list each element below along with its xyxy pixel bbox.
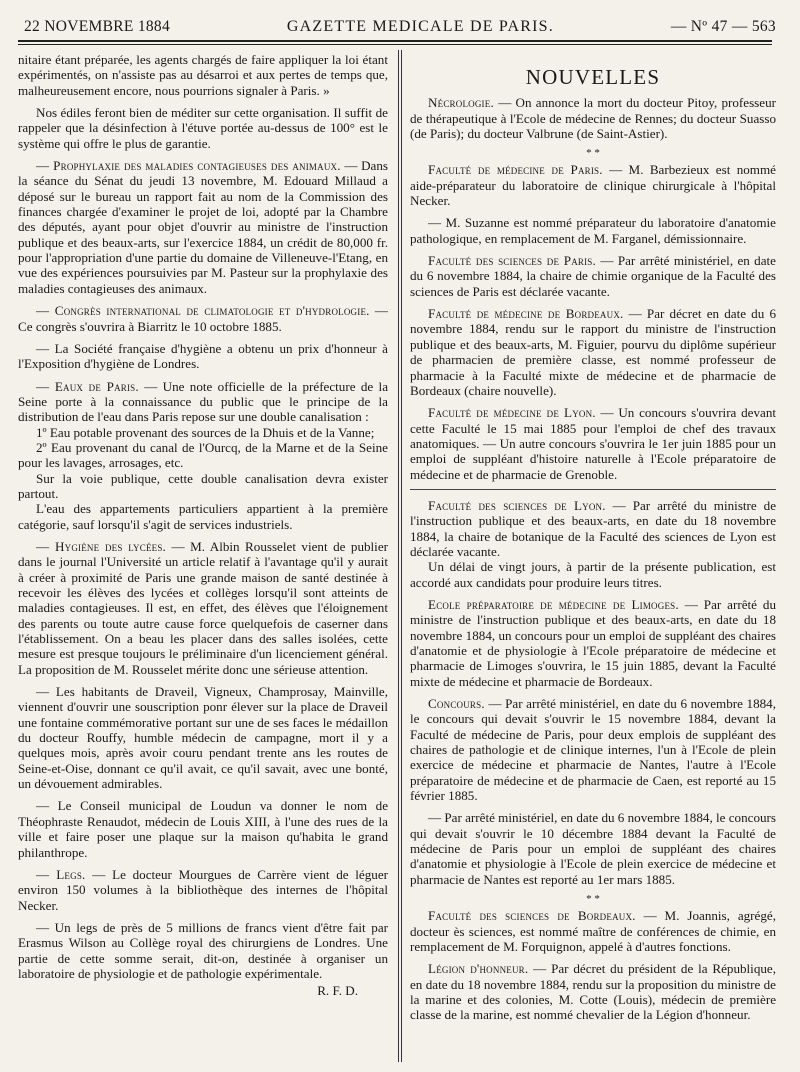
news-item: — La Société française d'hygiène a obtenu un prix d'honneur à l'Exposition d'hygiène de Londres. xyxy=(18,340,388,372)
news-item xyxy=(410,597,776,689)
asterism: * * xyxy=(586,147,600,160)
header-issue-page: — Nº 47 — 563 xyxy=(670,18,776,35)
header-journal-title: GAZETTE MEDICALE DE PARIS. xyxy=(286,18,554,35)
item-heading: Légion d'honneur. xyxy=(428,961,529,977)
section-title: NOUVELLES xyxy=(525,65,661,89)
paragraph: nitaire étant préparée, les agents chargés de faire appliquer la loi étant expérimentés, on n'assiste pas au désarroi et aux pertes de temps que, malheureusement encore, nous pourrions signaler à Paris. » xyxy=(18,52,388,98)
item-heading: Faculté de médecine de Bordeaux. xyxy=(428,306,624,322)
news-item xyxy=(410,95,776,141)
right-column xyxy=(410,52,776,1030)
item-heading: Faculté de médecine de Lyon. xyxy=(428,405,596,421)
item-text: — Par décret du président de la République, en date du 18 novembre 1884, rendu sur la proposition du ministre de la marine et des colonies, M. Cotte (Louis), médecin de première classe de la marine, est nommé chevalier de la Légion d'honneur. xyxy=(410,961,776,1023)
news-item xyxy=(18,539,388,677)
news-item: — Les habitants de Draveil, Vigneux, Champrosay, Mainville, viennent d'ouvrir une souscription ponr élever sur la place de Draveil une fontaine commémorative portant sur une de ses faces le médaillon du docteur Rouffy, humble médecin de campagne, mort il y a quelques mois, après avoir couru pendant trente ans les routes de Seine-et-Oise, donnant ce qu'il avait, ce qu'il savait, avec une bonté, un dévouement admirables. xyxy=(18,684,388,792)
item-heading: — Prophylaxie des maladies contagieuses des animaux. xyxy=(36,158,341,174)
page-header xyxy=(24,10,776,36)
item-heading: — Eaux de Paris. xyxy=(36,378,139,394)
item-heading: Faculté des sciences de Lyon. xyxy=(428,497,606,513)
paragraph: Nos édiles feront bien de méditer sur cette organisation. Il suffit de rappeler que la désinfection à l'étuve portée au-dessus de 100° est le système qui offre le plus de garantie. xyxy=(18,105,388,151)
item-text: — M. Albin Rousselet vient de publier dans le journal l'Université un article relatif à l'avantage qu'il y aurait à créer à proximité de Paris une grande maison de santé destinée à recevoir les élèves des lycées et collèges lorsqu'il sont atteints de maladies contagieuses. Il est, en effet, des élèves que l'éloignement des parents ou toute autre cause force quelquefois de caserner dans l'établissement. On a beau les placer dans des salles isolées, cette mesure est presque toujours le préliminaire d'un licenciement général. La proposition de M. Rousselet mérite donc une sérieuse attention. xyxy=(18,538,388,677)
item-heading: — Congrès international de climatologie et d'hydrologie. xyxy=(36,303,370,319)
news-item xyxy=(18,379,388,425)
item-heading: Ecole préparatoire de médecine de Limoges. xyxy=(428,596,679,612)
item-text: — Ce congrès s'ouvrira à Biarritz le 10 octobre 1885. xyxy=(18,303,388,334)
news-item xyxy=(410,498,776,559)
item-heading: Concours. xyxy=(428,696,485,712)
list-item: 1º Eau potable provenant des sources de la Dhuis et de la Vanne; xyxy=(36,424,375,440)
column-divider xyxy=(398,50,399,1062)
item-text: — Le docteur Mourgues de Carrère vient de léguer environ 150 volumes à la bibliothèque des internes de l'hôpital Necker. xyxy=(18,866,389,913)
paragraph: Un délai de vingt jours, à partir de la présente publication, est accordé aux candidats pour produire leurs titres. xyxy=(410,559,776,590)
news-item: — Un legs de près de 5 millions de francs vient d'être fait par Erasmus Wilson au Collège royal des chirurgiens de Londres. Une partie de cette somme serait, dit-on, destinée à organiser un laboratoire de physiologie et de pathologie expérimentale. xyxy=(18,919,388,981)
item-text: — Par arrêté ministériel, en date du 6 novembre 1884, la chaire de chimie organique de la Faculté des sciences de Paris est déclarée vacante. xyxy=(410,253,776,299)
news-item: — Le Conseil municipal de Loudun va donner le nom de Théophraste Renaudot, médecin de Louis XIII, à l'une des rues de la ville et faire poser une plaque sur la maison qu'habita le grand philanthrope. xyxy=(18,798,388,860)
item-heading: — Legs. xyxy=(36,866,86,882)
item-text: — Dans la séance du Sénat du jeudi 13 novembre, M. Edouard Millaud a déposé sur le bureau un rapport fait au nom de la Commission des finances chargée d'examiner le projet de loi, adopté par la Chambre des députés, ayant pour objet d'ouvrir au ministre de l'instruction publique et des beaux-arts, sur l'exercice 1884, un crédit de 80,000 fr. pour l'appropriation d'une partie du domaine de Villeneuve-l'Etang, en vue des expériences poursuivies par M. Pasteur sur la prophylaxie des maladies contagieuses des animaux. xyxy=(18,158,389,296)
item-text: — Par décret en date du 6 novembre 1884, rendu sur le rapport du ministre de l'instruction publique et des beaux-arts, M. Figuier, pourvu du diplôme supérieur de pharmacien de première classe, est nommé professeur de pharmacie à la Faculté mixte de médecine et de pharmacie de Bordeaux (chaire nouvelle). xyxy=(410,306,776,398)
news-item xyxy=(18,303,388,334)
item-text: — Un concours s'ouvrira devant cette Faculté le 15 mai 1885 pour l'emploi de chef des travaux anatomiques. — Un autre concours s'ouvrira le 1er juin 1885 pour un emploi de suppléant d'histoire naturelle à l'Ecole préparatoire de médecine et de pharmacie de Grenoble. xyxy=(410,405,777,482)
item-text: — M. Joannis, agrégé, docteur ès sciences, est nommé maître de conférences de chimie, en remplacement de M. Forquignon, appelé à d'autres fonctions. xyxy=(410,908,776,954)
news-item xyxy=(410,961,776,1022)
column-divider xyxy=(401,50,402,1062)
item-text: — Une note officielle de la préfecture de la Seine porte à la connaissance du public que le principe de la distribution de l'eau dans Paris repose sur une double canalisation : xyxy=(18,378,389,425)
news-item xyxy=(18,867,388,913)
item-text: — Par arrêté du ministre de l'instruction publique et des beaux-arts, en date du 18 novembre 1884, un concours pour un emploi de suppléant des chaires d'anatomie et de physiologie à l'Ecole préparatoire de médecine et pharmacie de Limoges s'ouvrira, le 15 juin 1885, devant la Faculté mixte de médecine et pharmacie de Bordeaux. xyxy=(410,596,776,689)
news-item xyxy=(410,253,776,299)
header-rule-thick xyxy=(18,40,772,42)
paragraph: Sur la voie publique, cette double canalisation devra exister partout. xyxy=(18,470,388,501)
list-item: 2º Eau provenant du canal de l'Ourcq, de la Marne et de la Seine pour les lavages, arrosages, etc. xyxy=(18,439,388,471)
left-column xyxy=(18,52,388,1006)
news-item xyxy=(410,405,776,482)
news-item xyxy=(410,306,776,398)
item-text: — Par arrêté ministériel, en date du 6 novembre 1884, le concours qui devait s'ouvrir le 15 novembre 1884, devant la Faculté de médecine de Paris, pour deux emplois de suppléant des chaires de pathologie et de clinique internes, l'un à l'Ecole de plein exercice de médecine et pharmacie de Nantes, l'autre à l'Ecole préparatoire de médecine et de pharmacie de Caen, est reporté au 15 février 1885. xyxy=(410,696,776,804)
item-text: — Par arrêté du ministre de l'instruction publique et des beaux-arts, en date du 18 novembre 1884, la chaire de botanique de la Faculté des sciences de Lyon est déclarée vacante. xyxy=(410,497,777,559)
news-item: — M. Suzanne est nommé préparateur du laboratoire d'anatomie pathologique, en remplacement de M. Farganel, démissionnaire. xyxy=(410,215,776,246)
item-text: — On annonce la mort du docteur Pitoy, professeur de thérapeutique à l'Ecole de médecine de Rennes; du docteur Suasso (de Paris); du docteur Valbrune (de Saint-Astier). xyxy=(410,95,776,142)
item-heading: Faculté des sciences de Paris. xyxy=(428,253,596,269)
paragraph: L'eau des appartements particuliers appartient à la première catégorie, sauf lorsqu'il s'agit de services industriels. xyxy=(18,501,388,532)
signature: R. F. D. xyxy=(317,983,358,999)
section-separator xyxy=(410,489,776,490)
header-rule-thin xyxy=(18,44,772,45)
item-heading: Nécrologie. xyxy=(428,95,494,111)
item-text: — M. Barbezieux est nommé aide-préparateur du laboratoire de clinique chirurgicale à l'hôpital Necker. xyxy=(410,162,776,209)
news-item: — Par arrêté ministériel, en date du 6 novembre 1884, le concours qui devait s'ouvrir le 10 décembre 1884 devant la Faculté de médecine de Paris pour un emploi de suppléant des chaires d'anatomie et physiologie à l'Ecole de plein exercice de médecine et pharmacie de Nantes est reporté au 1er mars 1885. xyxy=(410,810,776,887)
news-item xyxy=(18,158,388,296)
news-item xyxy=(410,696,776,803)
asterism: * * xyxy=(586,893,600,906)
item-heading: — Hygiène des lycées. xyxy=(36,538,167,554)
item-heading: Faculté des sciences de Bordeaux. xyxy=(428,908,636,924)
news-item xyxy=(410,908,776,954)
item-heading: Faculté de médecine de Paris. xyxy=(428,162,603,178)
header-date: 22 NOVEMBRE 1884 xyxy=(24,18,171,35)
news-item xyxy=(410,162,776,208)
